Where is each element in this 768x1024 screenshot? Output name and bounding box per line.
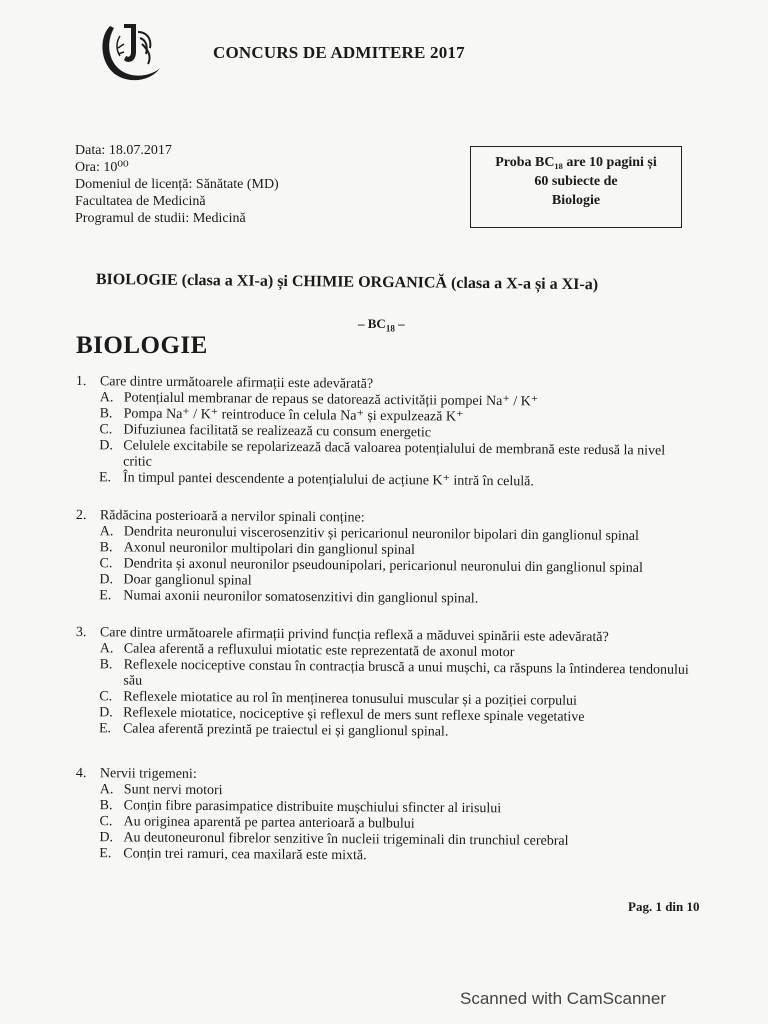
option-letter: A. bbox=[99, 641, 114, 657]
exam-time: Ora: 10⁰⁰ bbox=[75, 160, 129, 175]
option-text: Conțin trei ramuri, cea maxilară este mixtă. bbox=[123, 846, 367, 864]
faculty: Facultatea de Medicină bbox=[75, 194, 206, 209]
option-letter: B. bbox=[99, 406, 113, 422]
question-number: 4. bbox=[75, 766, 87, 782]
exam-header-title: CONCURS DE ADMITERE 2017 bbox=[213, 43, 465, 62]
option-text: Calea aferentă a refluxului miotatic este reprezentată de axonul motor bbox=[123, 641, 515, 661]
option-letter: C. bbox=[99, 422, 113, 438]
option-letter: C. bbox=[99, 814, 113, 830]
option-letter: E. bbox=[99, 588, 112, 604]
exam-code-sub: 18 bbox=[385, 323, 395, 334]
option-letter: A. bbox=[99, 390, 114, 406]
option-letter: E. bbox=[98, 721, 112, 737]
question-number: 1. bbox=[75, 374, 87, 390]
option-text: Conțin fibre parasimpatice distribuite mușchiului sfincter al irisului bbox=[123, 798, 502, 817]
option-text: Axonul neuronilor multipolari din ganglionul spinal bbox=[123, 540, 415, 558]
exam-summary-line2: 60 subiecte de bbox=[534, 174, 618, 189]
option-letter: A. bbox=[99, 524, 114, 540]
scanner-watermark: Scanned with CamScanner bbox=[460, 989, 667, 1008]
option-letter: C. bbox=[99, 556, 113, 572]
question-stem: Rădăcina posterioară a nervilor spinali conține: bbox=[99, 508, 365, 526]
option-text: Celulele excitabile se repolarizează dacă valoarea potențialului de membrană este redusă la nivel critic bbox=[123, 438, 666, 470]
option-letter: D. bbox=[99, 830, 114, 846]
option-text: Calea aferentă prezintă pe traiectul ei și ganglionul spinal. bbox=[122, 721, 449, 740]
exam-summary-line1: Proba BC₁₈ are 10 pagini și bbox=[495, 155, 657, 170]
question-4 bbox=[75, 766, 696, 867]
option-letter: D. bbox=[99, 438, 114, 454]
option-letter: D. bbox=[99, 572, 114, 588]
question-3 bbox=[75, 625, 696, 743]
page-number: Pag. 1 din 10 bbox=[628, 899, 700, 914]
option-letter: D. bbox=[99, 705, 113, 721]
option-letter: E. bbox=[99, 846, 112, 862]
question-2 bbox=[75, 508, 696, 609]
option-text: Au originea aparentă pe partea anterioară a bulbului bbox=[123, 814, 415, 832]
option-letter: B. bbox=[99, 798, 113, 814]
question-number: 3. bbox=[75, 625, 87, 641]
question-stem: Nervii trigemeni: bbox=[99, 766, 197, 782]
option-text: Numai axonii neuronilor somatosenzitivi din ganglionul spinal. bbox=[123, 588, 479, 607]
answer-option bbox=[99, 846, 695, 867]
option-text: Reflexele miotatice au rol în menținerea tonusului muscular și a poziției corpului bbox=[123, 689, 578, 709]
option-letter: B. bbox=[99, 657, 113, 673]
option-letter: A. bbox=[99, 782, 114, 798]
study-program: Programul de studii: Medicină bbox=[75, 211, 246, 226]
option-letter: E. bbox=[98, 470, 112, 486]
question-stem: Care dintre următoarele afirmații privind funcția reflexă a măduvei spinării este adevărată? bbox=[99, 625, 609, 646]
question-number: 2. bbox=[75, 508, 87, 524]
option-text: Doar ganglionul spinal bbox=[123, 572, 252, 589]
question-1 bbox=[75, 374, 696, 492]
university-logo-icon bbox=[96, 22, 168, 84]
option-text: Difuziunea facilitată se realizează cu consum energetic bbox=[123, 422, 432, 441]
option-text: Potențialul membranar de repaus se datorează activității pompei Na⁺ / K⁺ bbox=[123, 390, 539, 410]
option-text: Reflexele nociceptive constau în contracția bruscă a unui mușchi, ca răspuns la întinderea tendonului său bbox=[123, 657, 689, 689]
exam-info-block bbox=[75, 142, 279, 227]
exam-date: Data: 18.07.2017 bbox=[75, 143, 172, 158]
exam-code bbox=[358, 316, 405, 334]
option-text: Sunt nervi motori bbox=[123, 782, 223, 799]
option-text: Dendrita și axonul neuronilor pseudounipolari, pericarionul neuronului din ganglionul spinal bbox=[123, 556, 644, 576]
exam-summary-box bbox=[470, 146, 682, 228]
section-title: BIOLOGIE bbox=[76, 332, 208, 359]
exam-code-suffix: – bbox=[394, 316, 405, 331]
option-text: Au deutoneuronul fibrelor senzitive în nucleii trigeminali din trunchiul cerebral bbox=[123, 830, 569, 849]
exam-summary-line3: Biologie bbox=[551, 193, 601, 208]
subject-title: BIOLOGIE (clasa a XI-a) și CHIMIE ORGANICĂ (clasa a X-a și a XI-a) bbox=[95, 271, 599, 294]
exam-code-prefix: – BC bbox=[358, 316, 386, 331]
option-text: Pompa Na⁺ / K⁺ reintroduce în celula Na⁺ și expulzează K⁺ bbox=[123, 406, 464, 425]
option-text: Dendrita neuronului viscerosenzitiv și pericarionul neuronilor bipolari din ganglionul spinal bbox=[123, 524, 639, 544]
license-domain: Domeniul de licență: Sănătate (MD) bbox=[75, 177, 279, 192]
question-stem: Care dintre următoarele afirmații este adevărată? bbox=[99, 374, 374, 392]
option-letter: B. bbox=[99, 540, 113, 556]
option-letter: C. bbox=[99, 689, 113, 705]
option-text: Reflexele miotatice, nociceptive și reflexul de mers sunt reflexe spinale vegetative bbox=[123, 705, 585, 725]
option-text: În timpul pantei descendente a potențialului de acțiune K⁺ intră în celulă. bbox=[122, 470, 534, 490]
